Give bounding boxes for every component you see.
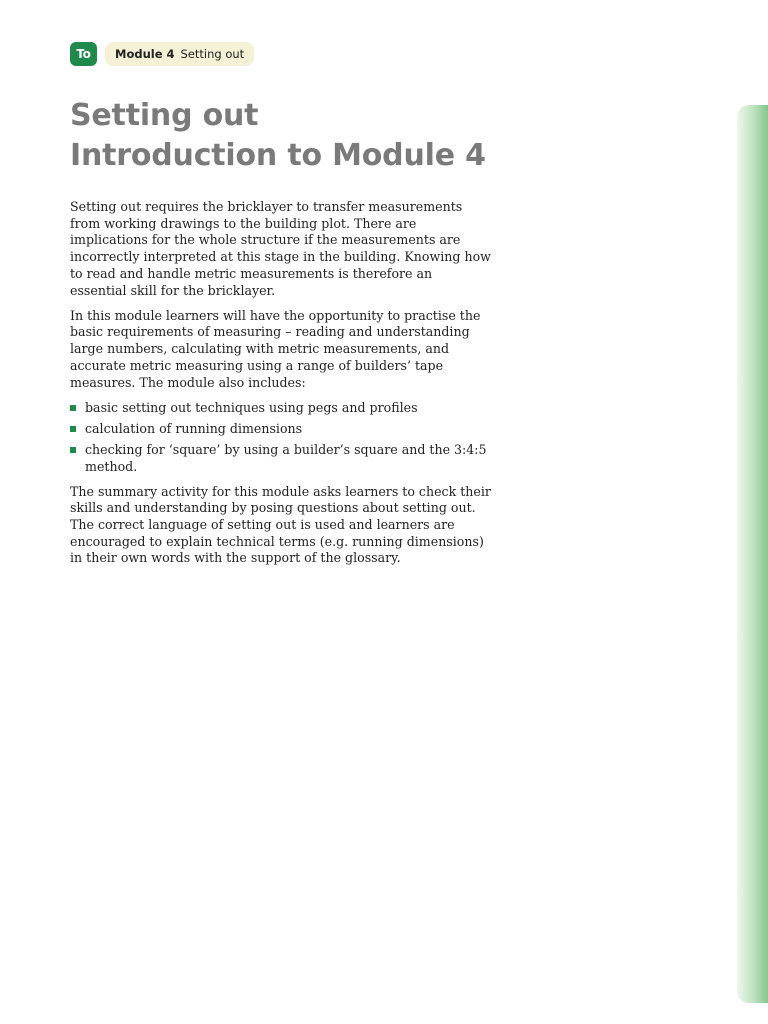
module-tag bbox=[105, 42, 254, 66]
paragraph-summary: The summary activity for this module asks learners to check their skills and understanding by posing questions about setting out. The correct language of setting out is used and learners are encouraged to explain technical terms (e.g. running dimensions) in their own words with the support of the glossary. bbox=[70, 483, 491, 566]
list-item-text: basic setting out techniques using pegs and profiles bbox=[85, 399, 418, 415]
module-number: Module 4 bbox=[115, 47, 175, 61]
list-item bbox=[70, 442, 492, 475]
page-title bbox=[70, 96, 486, 176]
body-text bbox=[70, 199, 492, 576]
list-item-text: checking for ‘square’ by using a builder’s square and the 3:4:5 method. bbox=[85, 442, 487, 474]
list-item-text: calculation of running dimensions bbox=[85, 420, 303, 436]
title-line-1: Setting out bbox=[70, 98, 259, 133]
page-header bbox=[70, 42, 254, 66]
square-bullet-icon bbox=[70, 447, 76, 453]
title-line-2: Introduction to Module 4 bbox=[70, 138, 486, 173]
to-badge: To bbox=[70, 42, 97, 66]
list-item bbox=[70, 421, 492, 438]
list-item bbox=[70, 400, 492, 417]
module-name: Setting out bbox=[180, 47, 245, 61]
green-side-tab bbox=[737, 105, 768, 1003]
paragraph-intro: Setting out requires the bricklayer to transfer measurements from working drawings to the building plot. There are implications for the whole structure if the measurements are incorrectly interpreted at this stage in the building. Knowing how to read and handle metric measurements is therefore an essential skill for the bricklayer. bbox=[70, 199, 491, 298]
square-bullet-icon bbox=[70, 405, 76, 411]
paragraph-module-overview: In this module learners will have the opportunity to practise the basic requirements of measuring – reading and understanding large numbers, calculating with metric measurements, and accurate metric measuring using a range of builders’ tape measures. The module also includes: bbox=[70, 307, 481, 390]
bullet-list bbox=[70, 400, 492, 476]
square-bullet-icon bbox=[70, 426, 76, 432]
